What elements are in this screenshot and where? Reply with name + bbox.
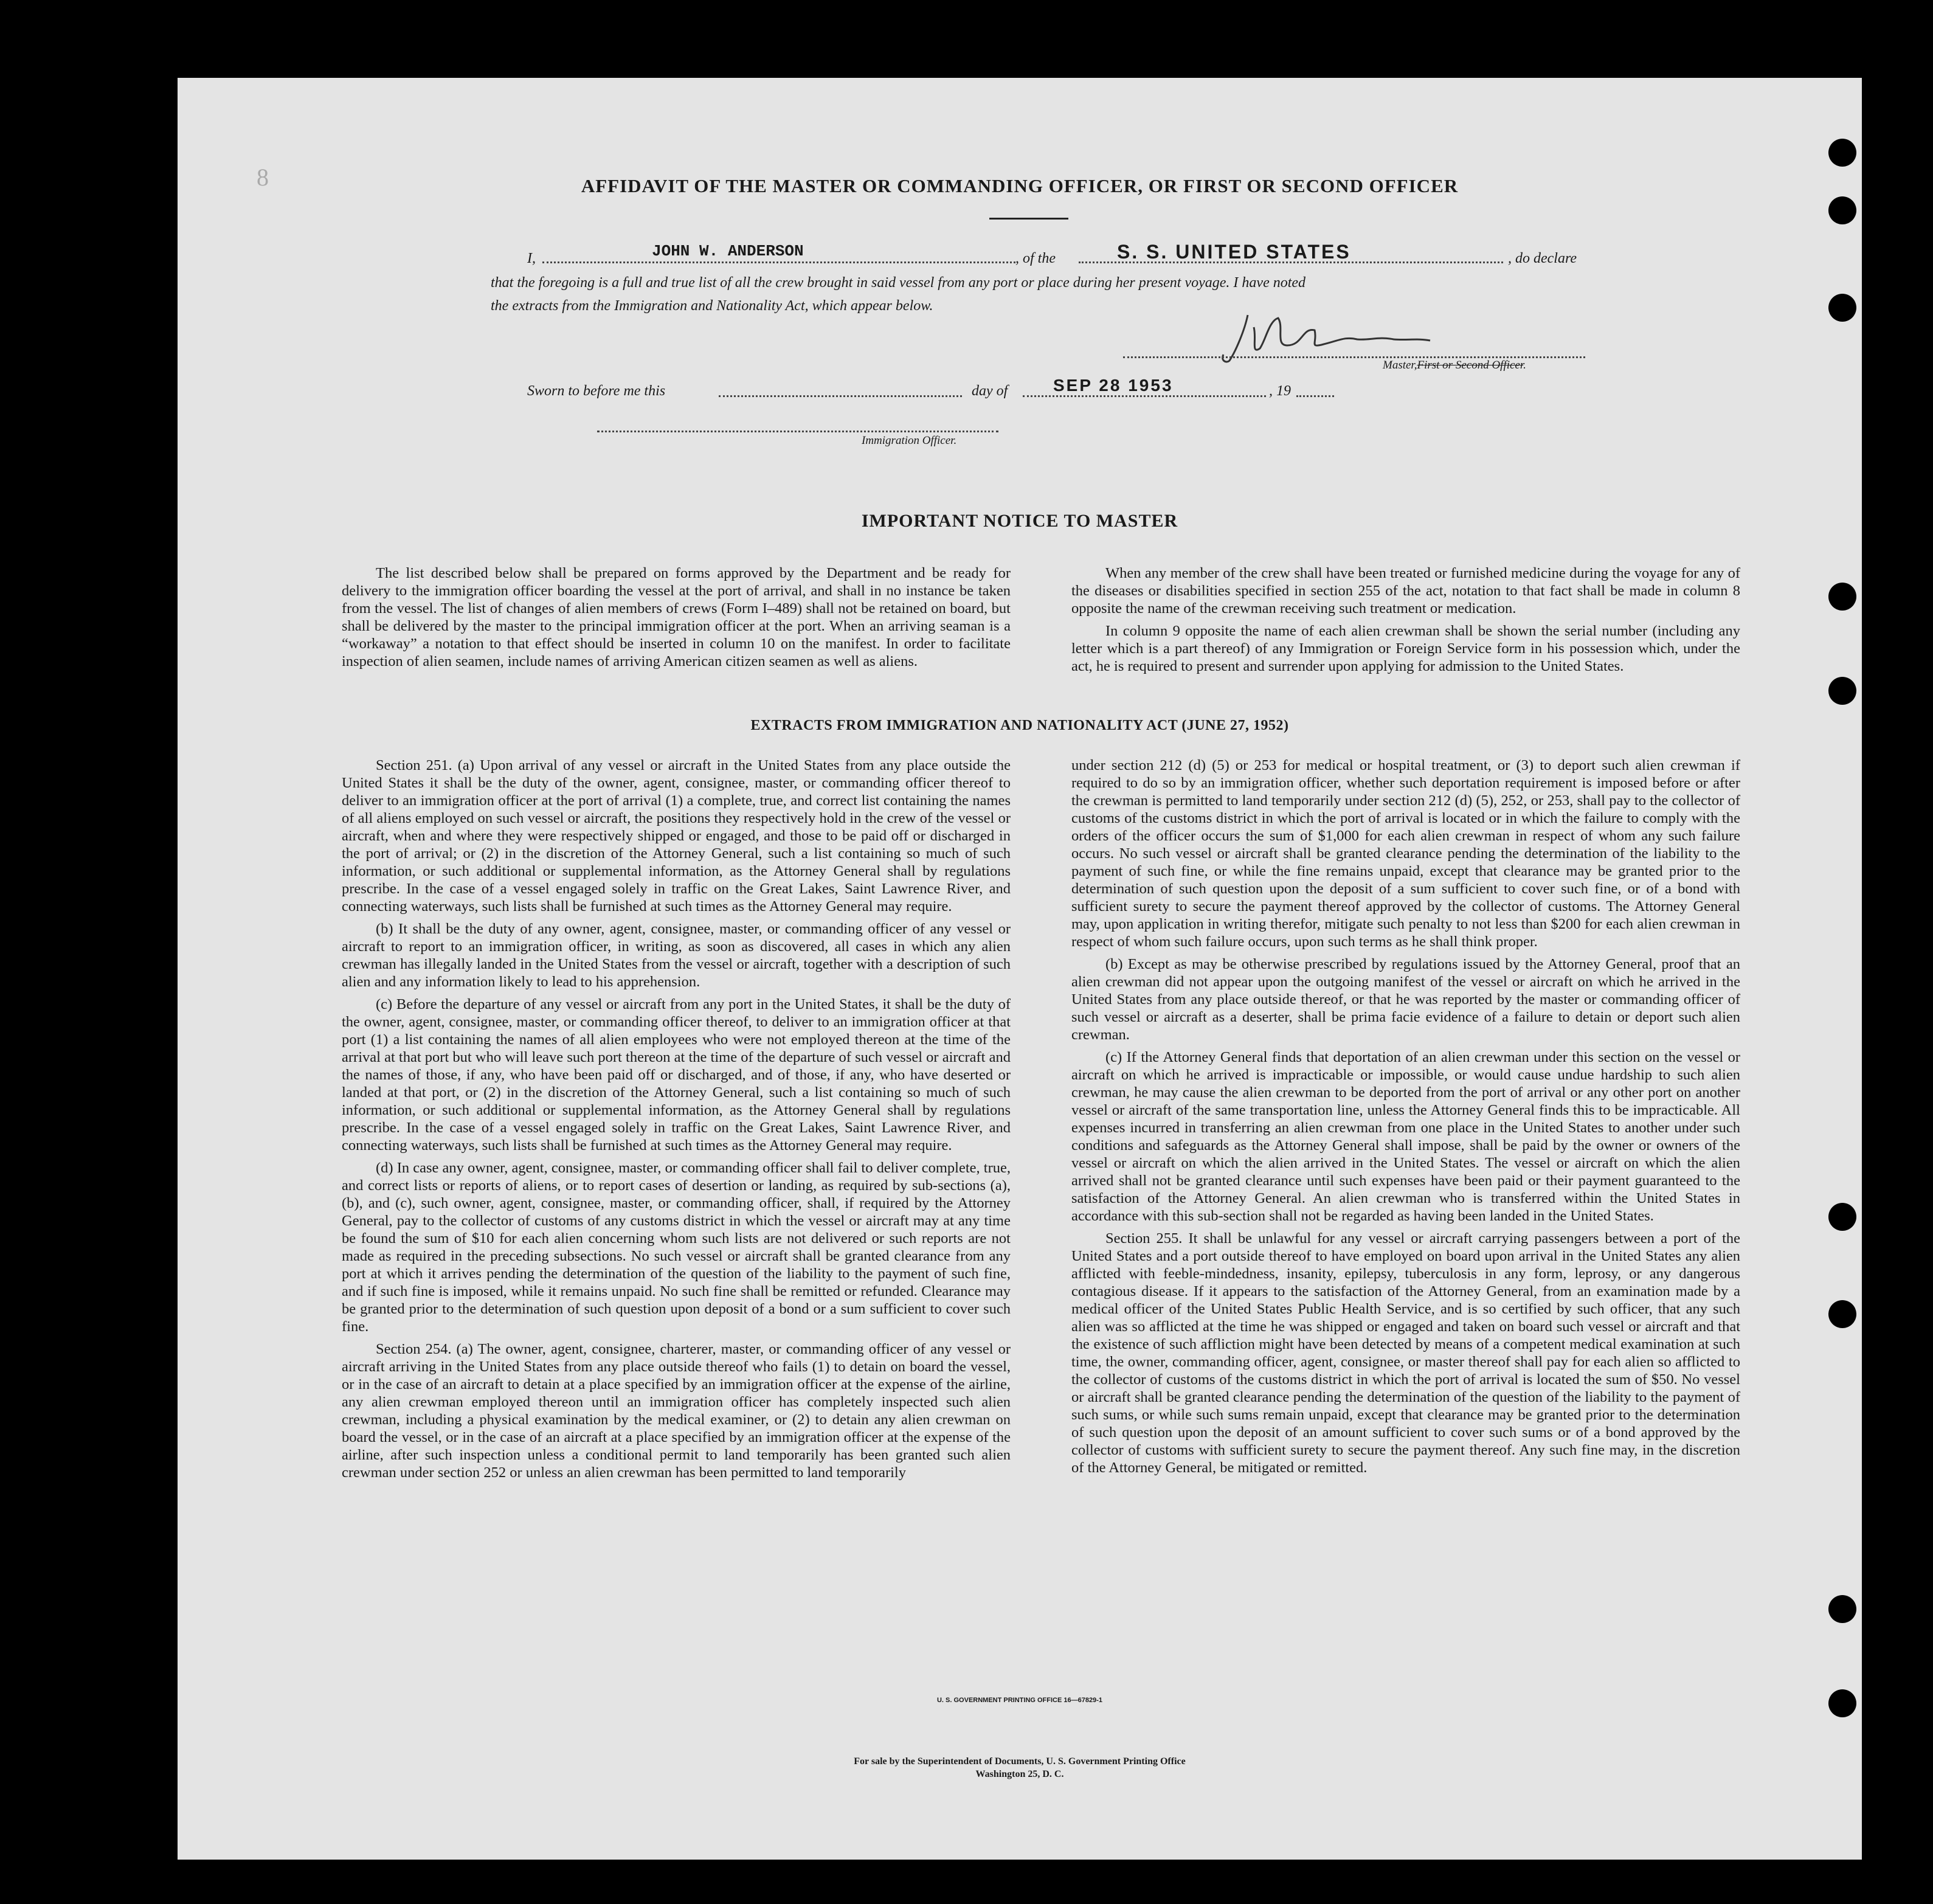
extract-251d: (d) In case any owner, agent, consignee, master, or commanding officer shall fail to deliver complete, true, and correct lists or reports of aliens, or to report cases of desertion or landing, as required by sub-sections (a), (b), and (c), such owner, agent, consignee, master, or commanding officer, shall, if required by the Attorney General, pay to the collector of customs of any customs district in which the vessel or aircraft may at any time be found the sum of $10 for each alien concerning whom such lists are not delivered or such reports are not made as required in the preceding subsections. No such vessel or aircraft shall be granted clearance from any port at which it arrives pending the determination of the question of the liability to the payment of such fine, and if such fine is imposed, while it remains unpaid. No such fine shall be remitted or refunded. Clearance may be granted prior to the determination of such question upon deposit of a bond or a sum sufficient to cover such fine. — [342, 1160, 1011, 1335]
punch-hole — [1828, 677, 1856, 705]
declarant-name-line — [542, 261, 1015, 263]
affidavit-title: AFFIDAVIT OF THE MASTER OR COMMANDING OFFICER, OR FIRST OR SECOND OFFICER — [581, 175, 1459, 196]
declare-prefix: I, — [527, 251, 536, 266]
declarant-name: JOHN W. ANDERSON — [652, 242, 804, 260]
signer-title-master: Master, — [1383, 359, 1417, 372]
sworn-prefix: Sworn to before me this — [527, 383, 666, 399]
notice-right-paragraph-2: In column 9 opposite the name of each alien crewman shall be shown the serial number (including any letter which is a part thereof) of any Immigration or Foreign Service form in his possession which, under the act, he is required to present and surrender upon applying for admission to the United States. — [1071, 623, 1740, 674]
extract-251a: Section 251. (a) Upon arrival of any vessel or aircraft in the United States from any place outside the United States it shall be the duty of the owner, agent, consignee, master, or commanding officer thereof to deliver to an immigration officer at the port of arrival (1) a complete, true, and correct list containing the names of all aliens employed on such vessel or aircraft, the positions they respectively hold in the crew of the vessel or aircraft, when and where they were respectively shipped or engaged, and those to be paid off or discharged in the port of arrival; or (2) in the discretion of the Attorney General, such a list containing so much of such information, or such additional or supplemental information, as the Attorney General shall by regulations prescribe. In the case of a vessel engaged solely in traffic on the Great Lakes, Saint Lawrence River, and connecting waterways, such lists shall be furnished at such times as the Attorney General may require. — [342, 757, 1011, 915]
notice-heading: IMPORTANT NOTICE TO MASTER — [861, 511, 1178, 531]
vessel-name: S. S. UNITED STATES — [1117, 241, 1351, 263]
extract-255: Section 255. It shall be unlawful for any vessel or aircraft carrying passengers between a port of the United States and a port outside thereof to have employed on board upon arrival in the United States any alien afflicted with feeble-mindedness, insanity, epilepsy, tuberculosis in any form, leprosy, or any dangerous contagious disease. If it appears to the satisfaction of the Attorney General, from an examination made by a medical officer of the United States Public Health Service, and is so certified by such officer, that any such alien was so afflicted at the time he was shipped or engaged and taken on board such vessel or aircraft and that the existence of such affliction might have been detected by means of a competent medical examination at such time, the owner, commanding officer, agent, consignee, or master thereof shall pay for each alien so afflicted to the collector of customs of the customs district in which the port of arrival is located the sum of $50. No vessel or aircraft shall be granted clearance pending the determination of the question of the liability to the payment of such sums, or while such sums remain unpaid, except that clearance may be granted prior to the determination of such question upon the deposit of an amount sufficient to cover such sums or of a bond approved by the collector of customs with sufficient surety to secure the payment thereof. Any such fine may, in the discretion of the Attorney General, be mitigated or remitted. — [1071, 1230, 1740, 1476]
signer-title-struck: First or Second Officer — [1417, 359, 1524, 372]
extract-251b: (b) It shall be the duty of any owner, agent, consignee, master, or commanding officer of any vessel or aircraft to report to an immigration officer, in writing, as soon as discovered, all cases in which any alien crewman has illegally landed in the United States from the vessel or aircraft, together with a description of such alien and any information likely to lead to his apprehension. — [342, 921, 1011, 990]
year-prefix: , 19 — [1269, 383, 1291, 399]
notice-left-paragraph: The list described below shall be prepared on forms approved by the Department and be ready for delivery to the immigration officer boarding the vessel at the port of arrival, and shall in no instance be taken from the vessel. The list of changes of alien members of crews (Form I–489) shall not be retained on board, but shall be delivered by the master to the principal immigration officer at the port. When an arriving seaman is a “workaway” a notation to that effect should be inserted in column 10 on the manifest. In order to facilitate inspection of alien seamen, include names of arriving American citizen seamen as well as aliens. — [342, 565, 1011, 670]
signer-title — [1383, 359, 1526, 372]
notice-left-column — [342, 564, 1011, 675]
declaration-line-1: that the foregoing is a full and true list of all the crew brought in said vessel from any port or place during her present voyage. I have noted — [491, 275, 1306, 291]
extract-254a: Section 254. (a) The owner, agent, consignee, charterer, master, or commanding officer of any vessel or aircraft arriving in the United States from any place outside thereof who fails (1) to detain on board the vessel, or in the case of an aircraft to detain at a place specified by an immigration officer at the expense of the airline, any alien crewman employed thereon until an immigration officer has completely inspected such alien crewman, including a physical examination by the medical examiner, or (2) to detain any alien crewman on board the vessel, or in the case of an aircraft at a place specified by an immigration officer at the expense of the airline, after such inspection unless a conditional permit to land temporarily has been granted such alien crewman under section 252 or unless an alien crewman has been permitted to land temporarily — [342, 1341, 1011, 1481]
sale-line-2: Washington 25, D. C. — [975, 1769, 1064, 1779]
sale-notice — [178, 1755, 1862, 1781]
sale-line-1: For sale by the Superintendent of Documents, U. S. Government Printing Office — [854, 1756, 1186, 1767]
declaration-line-2: the extracts from the Immigration and Nationality Act, which appear below. — [491, 298, 933, 314]
extract-251c: (c) Before the departure of any vessel or aircraft from any port in the United States, it shall be the duty of the owner, agent, consignee, master, or commanding officer thereof, to deliver to an immigration officer at that port (1) a list containing the names of all alien employees who were not employed thereon at the time of the arrival at that port but who will leave such port thereon at the time of the departure of such vessel or aircraft and the names of those, if any, who have been paid off or discharged, and of those, if any, who have deserted or landed at that port, or (2) in the discretion of the Attorney General, such a list containing so much of such information, or such additional or supplemental information, as the Attorney General shall by regulations prescribe. In the case of a vessel engaged solely in traffic on the Great Lakes, Saint Lawrence River, and connecting waterways, such lists shall be furnished at such times as the Attorney General may require. — [342, 996, 1011, 1154]
notice-right-column — [1071, 564, 1740, 680]
extract-254a-continued: under section 212 (d) (5) or 253 for medical or hospital treatment, or (3) to deport such alien crewman if required to do so by an immigration officer, whether such deportation requirement is imposed before or after the crewman is permitted to land temporarily under section 212 (d) (5), 252, or 253, shall pay to the collector of customs of the customs district in which the port of arrival is located or in which the failure to comply with the orders of the officer occurs the sum of $1,000 for each alien crewman in respect of whom any such failure occurs. No such vessel or aircraft shall be granted clearance pending the determination of the liability to the payment of such fine, or while the fine remains unpaid, except that clearance may be granted prior to the determination of such question upon the deposit of a sum sufficient to cover such fine, or of a bond with sufficient surety to secure the payment thereof approved by the collector of customs. The Attorney General may, upon application in writing therefor, mitigate such penalty to not less than $200 for each alien crewman in respect of whom such failure occurs, upon such terms as he shall think proper. — [1071, 757, 1740, 950]
extracts-heading: EXTRACTS FROM IMMIGRATION AND NATIONALITY ACT (JUNE 27, 1952) — [750, 718, 1289, 733]
do-declare-label: , do declare — [1508, 251, 1577, 266]
of-the-label: , of the — [1015, 251, 1056, 266]
punch-hole — [1828, 1300, 1856, 1328]
day-of-label: day of — [972, 383, 1008, 399]
immigration-officer-label: Immigration Officer. — [862, 434, 957, 447]
sworn-month-line — [1023, 395, 1266, 397]
signer-title-end: . — [1523, 359, 1526, 372]
printing-office-line: U. S. GOVERNMENT PRINTING OFFICE 16—67829-1 — [936, 1697, 1102, 1704]
sworn-date-stamp: SEP 28 1953 — [1053, 376, 1174, 395]
punch-hole — [1828, 583, 1856, 611]
punch-hole — [1828, 294, 1856, 322]
extracts-left-column — [342, 756, 1011, 1486]
title-rule — [989, 218, 1068, 220]
immigration-officer-line — [597, 431, 998, 432]
document-page — [178, 78, 1862, 1860]
signature-line — [1123, 356, 1585, 358]
page-mark: 8 — [257, 164, 269, 191]
punch-hole — [1828, 1689, 1856, 1717]
punch-hole — [1828, 196, 1856, 224]
punch-hole — [1828, 1203, 1856, 1231]
punch-hole — [1828, 1595, 1856, 1623]
extract-254b: (b) Except as may be otherwise prescribed by regulations issued by the Attorney General, proof that an alien crewman did not appear upon the outgoing manifest of the vessel or aircraft on which he arrived in the United States from any place outside thereof, or that he was reported by the master or commanding officer of such vessel or aircraft as a deserter, shall be prima facie evidence of a failure to detain or deport such alien crewman. — [1071, 956, 1740, 1043]
punch-hole — [1828, 139, 1856, 167]
extract-254c: (c) If the Attorney General finds that deportation of an alien crewman under this section on the vessel or aircraft on which he arrived is impracticable or impossible, or would cause undue hardship to such alien crewman, he may cause the alien crewman to be deported from the port of arrival or any other port on another vessel or aircraft of the same transportation line, unless the Attorney General finds this to be impracticable. All expenses incurred in transferring an alien crewman from one place in the United States to another under such conditions and safeguards as the Attorney General shall impose, shall be paid by the owner or owners of the vessel or aircraft on which the alien arrived in the United States. The vessel or aircraft on which the alien arrived shall not be granted clearance until such expenses have been paid or their payment guaranteed to the satisfaction of the Attorney General. An alien crewman who is transferred within the United States in accordance with this sub-section shall not be regarded as having been landed in the United States. — [1071, 1049, 1740, 1224]
notice-right-paragraph-1: When any member of the crew shall have been treated or furnished medicine during the voyage for any of the diseases or disabilities specified in section 255 of the act, notation to that fact shall be made in column 8 opposite the name of the crewman receiving such treatment or medication. — [1071, 565, 1740, 617]
extracts-right-column — [1071, 756, 1740, 1481]
sworn-day-line — [719, 395, 962, 397]
sworn-year-line — [1296, 395, 1334, 397]
